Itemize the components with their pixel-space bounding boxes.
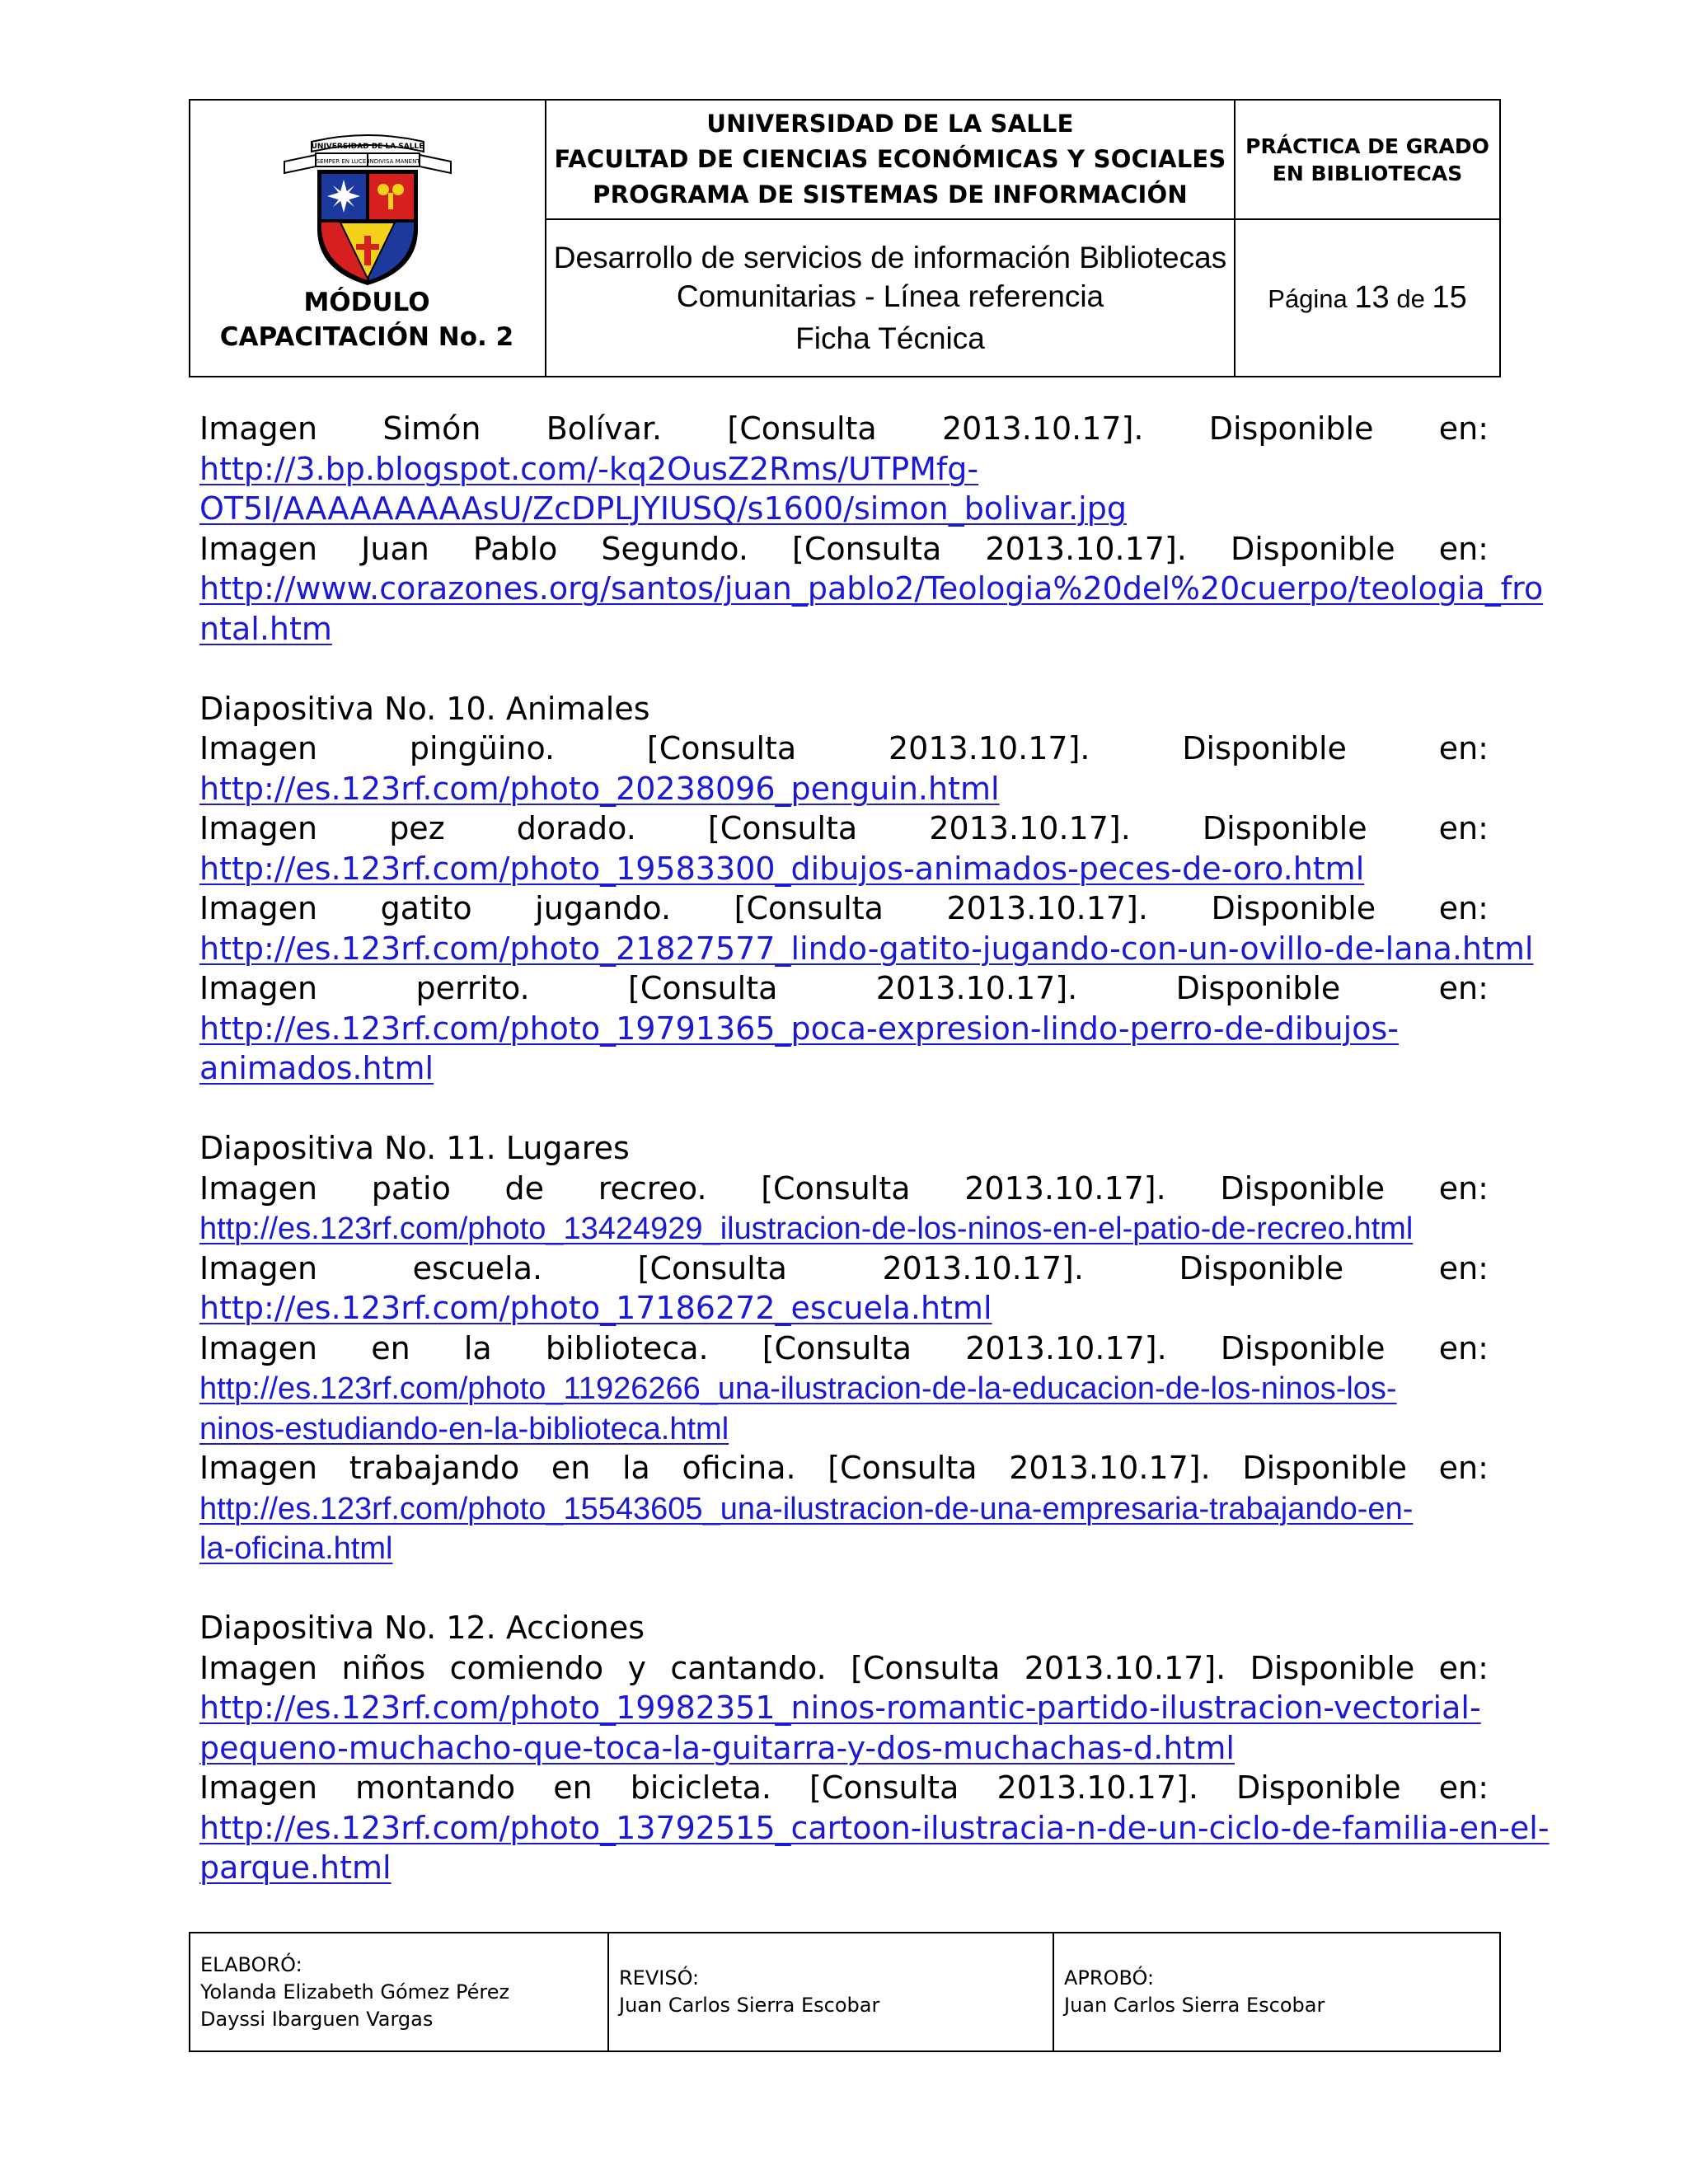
aprobo-name: Juan Carlos Sierra Escobar: [1064, 1994, 1325, 2017]
citation-word: en: [551, 1450, 591, 1486]
citation-word: bicicleta.: [630, 1769, 771, 1806]
citation-word: oficina.: [682, 1450, 796, 1486]
page-current: 13: [1354, 280, 1390, 315]
citation-word: dorado.: [516, 810, 636, 846]
citation-word: en:: [1438, 1329, 1489, 1366]
citation-word: Imagen: [199, 1649, 318, 1686]
reviso-label: REVISÓ:: [619, 1966, 700, 1990]
citation-word: [Consulta: [646, 730, 797, 766]
reference-link[interactable]: http://es.123rf.com/photo_11926266_una-ilustracion-de-la-educacion-de-los-ninos-los-: [199, 1371, 1397, 1406]
reference-url-line: [199, 569, 1544, 609]
citation-word: Disponible: [1242, 1450, 1407, 1486]
citation-word: Bolívar.: [546, 410, 663, 447]
citation-word: 2013.10.17].: [942, 410, 1144, 447]
citation-word: en:: [1438, 1169, 1489, 1207]
citation-word: [Consulta: [628, 970, 778, 1006]
reference-link[interactable]: pequeno-muchacho-que-toca-la-guitarra-y-dos-muchachas-d.html: [199, 1729, 1235, 1766]
citation-word: [Consulta: [762, 1329, 912, 1366]
section-heading: Diapositiva No. 12. Acciones: [199, 1610, 645, 1646]
references-body: [199, 409, 1550, 1888]
reference-url-line: [199, 1208, 1489, 1249]
citation-word: en:: [1438, 1249, 1489, 1286]
citation-word: niños: [341, 1649, 426, 1686]
citation-word: pingüino.: [409, 730, 556, 766]
citation-word: Imagen: [199, 1450, 318, 1486]
citation-word: Imagen: [199, 970, 318, 1006]
elaboro-label: ELABORÓ:: [200, 1952, 302, 1976]
description-line1: Desarrollo de servicios de información Bibliotecas: [553, 241, 1227, 274]
reference-citation: [199, 529, 1489, 569]
reference-url-line: [199, 849, 1489, 889]
reference-link[interactable]: http://es.123rf.com/photo_21827577_lindo-gatito-jugando-con-un-ovillo-de-lana.html: [199, 930, 1534, 967]
module-title-line1: MÓDULO: [303, 288, 430, 317]
citation-word: en:: [1438, 530, 1489, 567]
elaboro-name-1: Yolanda Elizabeth Gómez Pérez: [200, 1980, 510, 2004]
citation-word: en: [371, 1329, 410, 1366]
reference-url-line: [199, 609, 1489, 649]
description-line2: Comunitarias - Línea referencia: [676, 279, 1104, 313]
university-name: UNIVERSIDAD DE LA SALLE: [706, 110, 1074, 138]
citation-word: [Consulta: [734, 890, 884, 926]
reference-link[interactable]: parque.html: [199, 1849, 392, 1886]
citation-word: la: [622, 1450, 650, 1486]
module-title-line2: CAPACITACIÓN No. 2: [219, 322, 514, 352]
reference-citation: [199, 808, 1489, 849]
reference-link[interactable]: http://3.bp.blogspot.com/-kq2OusZ2Rms/UTPMfg-: [199, 450, 979, 487]
description-cell: [546, 220, 1236, 376]
citation-word: patio: [371, 1169, 451, 1207]
citation-word: 2013.10.17].: [964, 1169, 1166, 1207]
section-heading: Diapositiva No. 10. Animales: [199, 690, 650, 727]
logo-cell: [190, 101, 546, 376]
citation-word: Disponible: [1230, 530, 1395, 567]
reference-url-line: [199, 1408, 1489, 1449]
reviso-name: Juan Carlos Sierra Escobar: [619, 1994, 880, 2017]
reference-citation: [199, 968, 1489, 1009]
reference-url-line: [199, 1009, 1489, 1049]
citation-word: en:: [1438, 730, 1489, 766]
citation-word: Imagen: [199, 890, 318, 926]
citation-word: [Consulta: [828, 1450, 978, 1486]
page-total: 15: [1432, 280, 1467, 315]
reference-url-line: [199, 1688, 1489, 1728]
program-name: PROGRAMA DE SISTEMAS DE INFORMACIÓN: [593, 180, 1188, 209]
citation-word: pez: [389, 810, 445, 846]
citation-word: Imagen: [199, 1329, 318, 1366]
citation-word: en:: [1438, 410, 1489, 447]
citation-word: Disponible: [1175, 970, 1341, 1006]
citation-word: de: [504, 1169, 545, 1207]
page-number: [1268, 280, 1466, 316]
citation-word: 2013.10.17].: [929, 810, 1131, 846]
reference-url-line: [199, 1288, 1489, 1329]
reference-citation: [199, 1768, 1489, 1808]
citation-word: Disponible: [1220, 1169, 1386, 1207]
citation-word: 2013.10.17].: [1009, 1450, 1211, 1486]
reference-url-line: [199, 1488, 1489, 1529]
description-line3: Ficha Técnica: [795, 321, 985, 355]
reference-link[interactable]: animados.html: [199, 1050, 434, 1086]
citation-word: en:: [1438, 1769, 1489, 1806]
university-shield-logo: [283, 130, 452, 287]
citation-word: Disponible: [1182, 730, 1347, 766]
citation-word: Imagen: [199, 1769, 318, 1806]
reference-link[interactable]: ninos-estudiando-en-la-biblioteca.html: [199, 1411, 729, 1446]
elaboro-cell: [190, 1933, 609, 2050]
paragraph-gap: [199, 1568, 1489, 1609]
reference-citation: [199, 729, 1489, 769]
citation-word: [Consulta: [637, 1249, 787, 1286]
citation-word: [Consulta: [809, 1769, 959, 1806]
citation-word: Pablo: [472, 530, 558, 567]
reference-link[interactable]: http://es.123rf.com/photo_13424929_ilustracion-de-los-ninos-en-el-patio-de-recreo.html: [199, 1212, 1414, 1246]
reference-citation: [199, 1169, 1489, 1209]
citation-word: en:: [1438, 970, 1489, 1006]
reference-url-line: [199, 1368, 1489, 1408]
institution-cell: [546, 101, 1236, 220]
citation-word: montando: [355, 1769, 516, 1806]
reference-citation: [199, 1648, 1489, 1689]
reference-link[interactable]: http://es.123rf.com/photo_19791365_poca-expresion-lindo-perro-de-dibujos-: [199, 1010, 1399, 1047]
citation-word: en:: [1438, 890, 1489, 926]
aprobo-label: APROBÓ:: [1064, 1966, 1155, 1990]
citation-word: Disponible: [1220, 1329, 1386, 1366]
citation-word: 2013.10.17].: [996, 1769, 1198, 1806]
citation-word: biblioteca.: [545, 1329, 709, 1366]
reference-citation: [199, 1448, 1489, 1488]
reference-url-line: [199, 1048, 1489, 1089]
citation-word: 2013.10.17].: [965, 1329, 1167, 1366]
citation-word: [Consulta: [707, 810, 858, 846]
reference-url-line: [199, 449, 1489, 490]
citation-word: cantando.: [670, 1649, 827, 1686]
citation-word: Disponible: [1179, 1249, 1344, 1286]
citation-word: 2013.10.17].: [985, 530, 1187, 567]
elaboro-name-2: Dayssi Ibarguen Vargas: [200, 2007, 434, 2031]
citation-word: 2013.10.17].: [875, 970, 1078, 1006]
reference-link[interactable]: http://es.123rf.com/photo_19982351_ninos-romantic-partido-ilustracion-vectorial-: [199, 1690, 1481, 1726]
reference-link[interactable]: http://es.123rf.com/photo_15543605_una-ilustracion-de-una-empresaria-trabajando-en-: [199, 1491, 1414, 1526]
citation-word: gatito: [380, 890, 472, 926]
reference-link[interactable]: OT5I/AAAAAAAAAsU/ZcDPLJYIUSQ/s1600/simon_bolivar.jpg: [199, 490, 1127, 527]
reference-link[interactable]: http://es.123rf.com/photo_20238096_penguin.html: [199, 770, 1000, 807]
reference-citation: [199, 888, 1489, 929]
reference-url-line: [199, 1808, 1550, 1849]
reference-citation: [199, 409, 1489, 449]
reference-link[interactable]: la-oficina.html: [199, 1531, 393, 1566]
citation-word: recreo.: [598, 1169, 707, 1207]
reference-link[interactable]: http://es.123rf.com/photo_13792515_cartoon-ilustracia-n-de-un-ciclo-de-familia-en-el-: [199, 1809, 1550, 1846]
citation-word: en:: [1438, 1450, 1489, 1486]
faculty-name: FACULTAD DE CIENCIAS ECONÓMICAS Y SOCIALES: [554, 145, 1226, 173]
paragraph-gap: [199, 1089, 1489, 1129]
logo-band-left: SEMPER EN LUCE: [316, 158, 367, 165]
practice-cell: [1236, 101, 1499, 220]
citation-word: [Consulta: [851, 1649, 1001, 1686]
citation-word: y: [627, 1649, 647, 1686]
reference-url-line: [199, 929, 1534, 969]
citation-word: en:: [1438, 1649, 1489, 1686]
citation-word: 2013.10.17].: [882, 1249, 1084, 1286]
citation-word: Disponible: [1236, 1769, 1401, 1806]
reference-url-line: [199, 1728, 1489, 1769]
aprobo-cell: [1054, 1933, 1499, 2050]
practice-line2: EN BIBLIOTECAS: [1272, 161, 1463, 185]
footer-table: [189, 1932, 1501, 2052]
citation-word: 2013.10.17].: [889, 730, 1090, 766]
citation-word: 2013.10.17].: [946, 890, 1148, 926]
citation-word: Imagen: [199, 1249, 318, 1286]
logo-band-right: INDIVISA MANENT: [368, 158, 420, 165]
reference-link[interactable]: http://www.corazones.org/santos/juan_pablo2/Teologia%20del%20cuerpo/teologia_fro: [199, 570, 1544, 607]
page-label: Página: [1268, 284, 1348, 313]
citation-word: [Consulta: [792, 530, 942, 567]
citation-word: escuela.: [412, 1249, 543, 1286]
logo-top-text: UNIVERSIDAD DE LA SALLE: [311, 143, 424, 151]
citation-word: 2013.10.17].: [1024, 1649, 1226, 1686]
citation-word: Disponible: [1250, 1649, 1415, 1686]
citation-word: la: [463, 1329, 492, 1366]
citation-word: Segundo.: [601, 530, 748, 567]
reference-link[interactable]: ntal.htm: [199, 610, 332, 647]
citation-word: comiendo: [449, 1649, 604, 1686]
citation-word: trabajando: [349, 1450, 520, 1486]
citation-word: Imagen: [199, 730, 318, 766]
citation-word: Imagen: [199, 410, 318, 447]
section-heading: Diapositiva No. 11. Lugares: [199, 1130, 630, 1166]
reference-url-line: [199, 1848, 1489, 1888]
page-of: de: [1396, 284, 1425, 313]
citation-word: jugando.: [535, 890, 672, 926]
citation-word: Juan: [361, 530, 429, 567]
citation-word: Disponible: [1211, 890, 1376, 926]
reference-link[interactable]: http://es.123rf.com/photo_19583300_dibujos-animados-peces-de-oro.html: [199, 850, 1365, 887]
reviso-cell: [609, 1933, 1054, 2050]
citation-word: Imagen: [199, 530, 318, 567]
header-table: [189, 99, 1501, 377]
page-number-cell: [1236, 220, 1499, 376]
paragraph-gap: [199, 649, 1489, 689]
reference-link[interactable]: http://es.123rf.com/photo_17186272_escuela.html: [199, 1290, 992, 1326]
citation-word: Disponible: [1202, 810, 1367, 846]
citation-word: Disponible: [1208, 410, 1374, 447]
citation-word: Imagen: [199, 1169, 318, 1207]
reference-url-line: [199, 489, 1489, 529]
citation-word: [Consulta: [727, 410, 877, 447]
citation-word: en:: [1438, 810, 1489, 846]
reference-url-line: [199, 769, 1489, 809]
reference-citation: [199, 1329, 1489, 1369]
reference-url-line: [199, 1528, 1489, 1568]
citation-word: [Consulta: [761, 1169, 911, 1207]
citation-word: Imagen: [199, 810, 318, 846]
citation-word: en: [553, 1769, 593, 1806]
citation-word: perrito.: [415, 970, 530, 1006]
citation-word: Simón: [382, 410, 481, 447]
practice-line1: PRÁCTICA DE GRADO: [1245, 134, 1489, 158]
reference-citation: [199, 1249, 1489, 1289]
